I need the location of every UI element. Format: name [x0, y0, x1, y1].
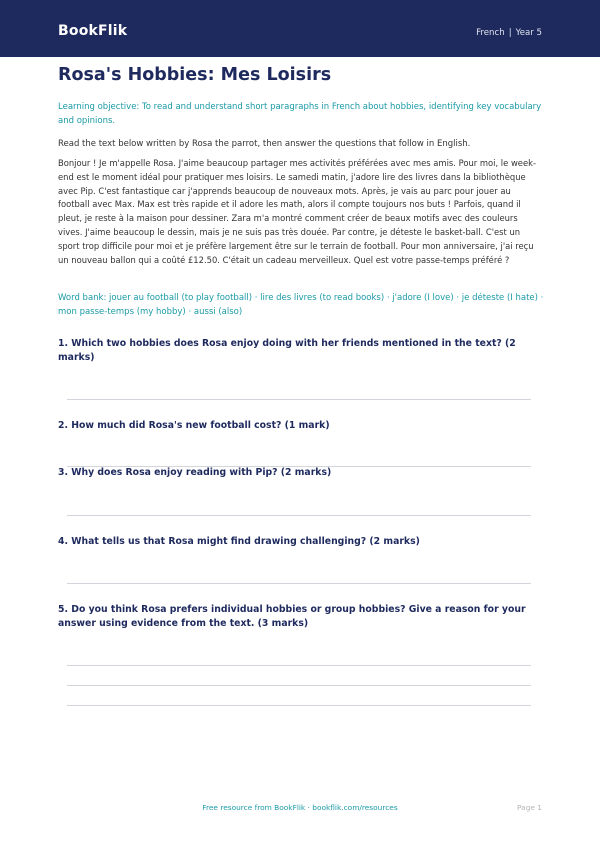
question-1: 1. Which two hobbies does Rosa enjoy doing with her friends mentioned in the text? (2 marks) [58, 338, 516, 363]
year-label: Year 5 [515, 28, 542, 38]
answer-line [67, 583, 531, 584]
subject-year [476, 28, 542, 38]
question-5: 5. Do you think Rosa prefers individual hobbies or group hobbies? Give a reason for your answer using evidence from the text. (3 marks) [58, 604, 526, 629]
subject-label: French [476, 28, 505, 38]
question-3: 3. Why does Rosa enjoy reading with Pip? (2 marks) [58, 467, 332, 478]
meta-separator: | [508, 28, 512, 38]
word-bank: Word bank: jouer au football (to play football) · lire des livres (to read books) · j'adore (I love) · je déteste (I hate) · mon passe-temps (my hobby) · aussi (also) [58, 293, 544, 317]
instructions: Read the text below written by Rosa the parrot, then answer the questions that follow in English. [58, 139, 471, 149]
answer-line [67, 685, 531, 686]
answer-line [67, 665, 531, 666]
question-2: 2. How much did Rosa's new football cost? (1 mark) [58, 420, 330, 431]
answer-line [67, 399, 531, 400]
learning-objective: Learning objective: To read and understand short paragraphs in French about hobbies, identifying key vocabulary and opinions. [58, 102, 542, 126]
reading-passage: Bonjour ! Je m'appelle Rosa. J'aime beaucoup partager mes activités préférées avec mes amis. Pour moi, le week-end est le moment idéal pour pratiquer mes loisirs. Le samedi matin, j'adore lire des livres dans la bibliothèque avec Pip. C'est fantastique car j'apprends beaucoup de nouveaux mots. Après, je vais au parc pour jouer au football avec Max. Max est très rapide et il adore les math, alors il compte toujours nos buts ! Parfois, quand il pleut, je reste à la maison pour dessiner. Zara m'a montré comment créer de beaux motifs avec des couleurs vives. J'aime beaucoup le dessin, mais je ne suis pas très douée. Par contre, je déteste le basket-ball. C'est un sport trop difficile pour moi et je préfère largement être sur le terrain de football. Pour mon anniversaire, j'ai reçu un nouveau ballon qui a coûté £12.50. C'était un cadeau merveilleux. Quel est votre passe-temps préféré ? [58, 158, 536, 265]
question-4: 4. What tells us that Rosa might find drawing challenging? (2 marks) [58, 536, 420, 547]
worksheet-title: Rosa's Hobbies: Mes Loisirs [58, 65, 332, 85]
header-bar [0, 0, 600, 57]
page-number: Page 1 [517, 803, 542, 812]
answer-line [67, 515, 531, 516]
answer-line [67, 705, 531, 706]
footer-resource-link: Free resource from BookFlik · bookflik.com/resources [202, 803, 398, 812]
brand-logo: BookFlik [58, 23, 128, 39]
